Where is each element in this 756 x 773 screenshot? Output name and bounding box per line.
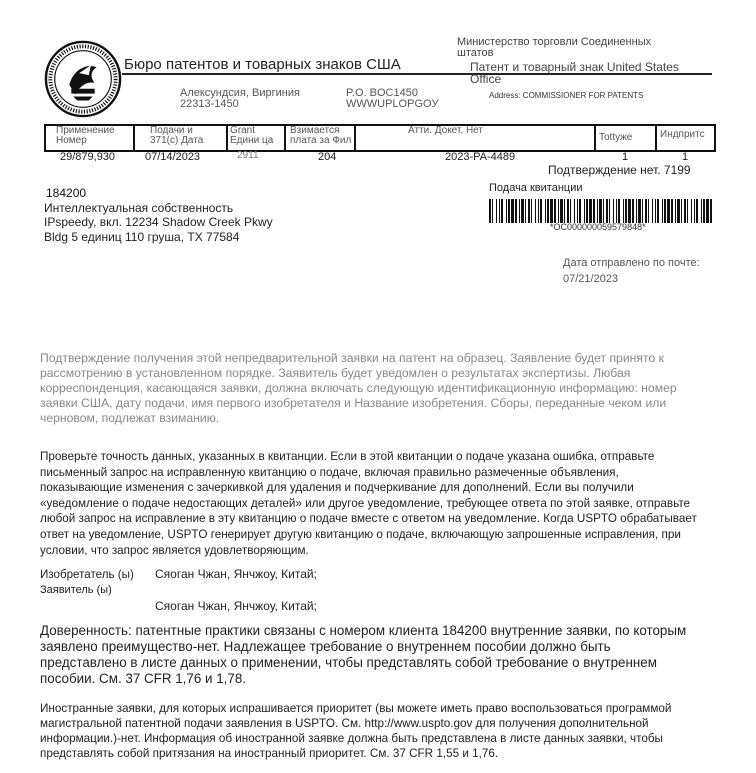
grant-unit-value: 2911 xyxy=(237,150,259,161)
column-divider xyxy=(354,124,356,150)
customer-number: 184200 xyxy=(46,186,87,200)
acknowledgement-paragraph: Подтверждение получения этой непредварительной заявки на патент на образец. Заявление будет принято к рассмотрению в установленном порядке. Заявитель будет уведомлен о результатах экспертизы. Любая корреспонденция, касающаяся заявки, должна включать следующую идентификационную информацию: номер заявки США, дату подачи, имя первого изобретателя и Название изобретения. Сборы, переданные чеком или черновом, подлежат взиманию. xyxy=(40,351,677,425)
col-header-app-number: Применение Номер xyxy=(56,125,115,146)
office-pobox: P.O. BOC1450 WWWUPLOPGOУ xyxy=(346,87,439,110)
column-divider xyxy=(594,124,596,150)
fee-value: 204 xyxy=(318,151,337,163)
column-divider xyxy=(655,124,657,150)
col-header-filing-date: Подачи и 371(c) Дата xyxy=(150,125,204,146)
uspto-seal-logo xyxy=(44,40,122,118)
pto-office-name: Патент и товарный знак United States Office xyxy=(470,60,679,86)
column-divider xyxy=(226,124,228,150)
receipt-title: Подача квитанции xyxy=(489,182,583,194)
confirmation-number: Подтверждение нет. 7199 xyxy=(548,163,691,177)
col-header-docket: Атти. Докет. Нет xyxy=(408,125,483,136)
column-divider xyxy=(133,124,135,150)
agency-name: Бюро патентов и товарных знаков США xyxy=(124,56,401,73)
date-mailed-label: Дата отправлено по почте: xyxy=(563,257,700,269)
inventor-label: Изобретатель (ы) xyxy=(40,568,134,581)
foreign-priority-paragraph: Иностранные заявки, для которых испрашивается приоритет (вы можете иметь право воспользоваться программой магистральной патентной подачи заявления в USPTO. См. http://www.uspto.gov для получения дополнительной информации.)-нет. Информация об иностранной заявке должна быть представлена в листе данных заявки, чтобы представлять собой притязания на иностранный приоритет. См. 37 CFR 1,55 и 1,76. xyxy=(40,702,672,760)
power-of-attorney-paragraph: Доверенность: патентные практики связаны с номером клиента 184200 внутренние заявки, по которым заявлено преимущество-нет. Надлежащее требование о внутреннем пособии должно быть представлено в листе данных о применении, чтобы представлять собой требование о внутреннем пособии. См. 37 CFR 1,76 и 1,78. xyxy=(40,623,687,686)
app-number-value: 29/879,930 xyxy=(60,151,116,163)
barcode-number: *OC000000059579848* xyxy=(550,222,646,232)
column-divider xyxy=(284,124,286,150)
col-header-grant-unit: Grant Едини ца xyxy=(230,125,274,146)
commissioner-address: Address: COMMISSIONER FOR PATENTS xyxy=(489,91,644,100)
date-mailed-value: 07/21/2023 xyxy=(563,273,619,285)
barcode-image xyxy=(489,199,713,223)
office-city: Алексундсия, Виргиния 22313-1450 xyxy=(180,87,300,110)
address-line-2: IPspeedy, вкл. 12234 Shadow Creek Pkwy xyxy=(44,215,273,229)
total-claims-value: 1 xyxy=(622,151,629,163)
col-header-fee: Взимается плата за Фил xyxy=(290,125,352,146)
ministry-name: Министерство торговли Соединенных штатов xyxy=(457,36,652,59)
verification-paragraph: Проверьте точность данных, указанных в квитанции. Если в этой квитанции о подаче указана ошибка, отправьте письменный запрос на исправленную квитанцию о подаче, включая правильно размеченные объявления, показывающие изменения с зачеркивкой для удаления и подчеркивание для дополнений. Если вы получили «уведомление о подаче недостающих деталей» или другое уведомление, требующее ответа по этой заявке, отправьте любой запрос на исправление в эту квитанцию о подаче вместе с ответом на уведомление. Когда USPTO обрабатывает ответ на уведомление, USPTO генерирует другую квитанцию о подаче, включающую запрошенные исправления, при условии, что запрос является удовлетворяющим. xyxy=(40,450,697,557)
applicant-names: Сяоган Чжан, Янчжоу, Китай; xyxy=(155,599,317,613)
col-header-ind-claims: Индпритс xyxy=(660,129,705,140)
inventor-names: Сяоган Чжан, Янчжоу, Китай; xyxy=(155,567,317,581)
ind-claims-value: 1 xyxy=(682,151,689,163)
address-line-1: Интеллектуальная собственность xyxy=(44,201,234,215)
docket-value: 2023-PA-4489 xyxy=(445,151,516,163)
address-line-3: Bldg 5 единиц 110 груша, TX 77584 xyxy=(44,230,240,244)
applicant-label: Заявитель (ы) xyxy=(40,584,112,596)
col-header-total-claims: Tottyже xyxy=(599,132,633,143)
filing-date-value: 07/14/2023 xyxy=(145,151,201,163)
